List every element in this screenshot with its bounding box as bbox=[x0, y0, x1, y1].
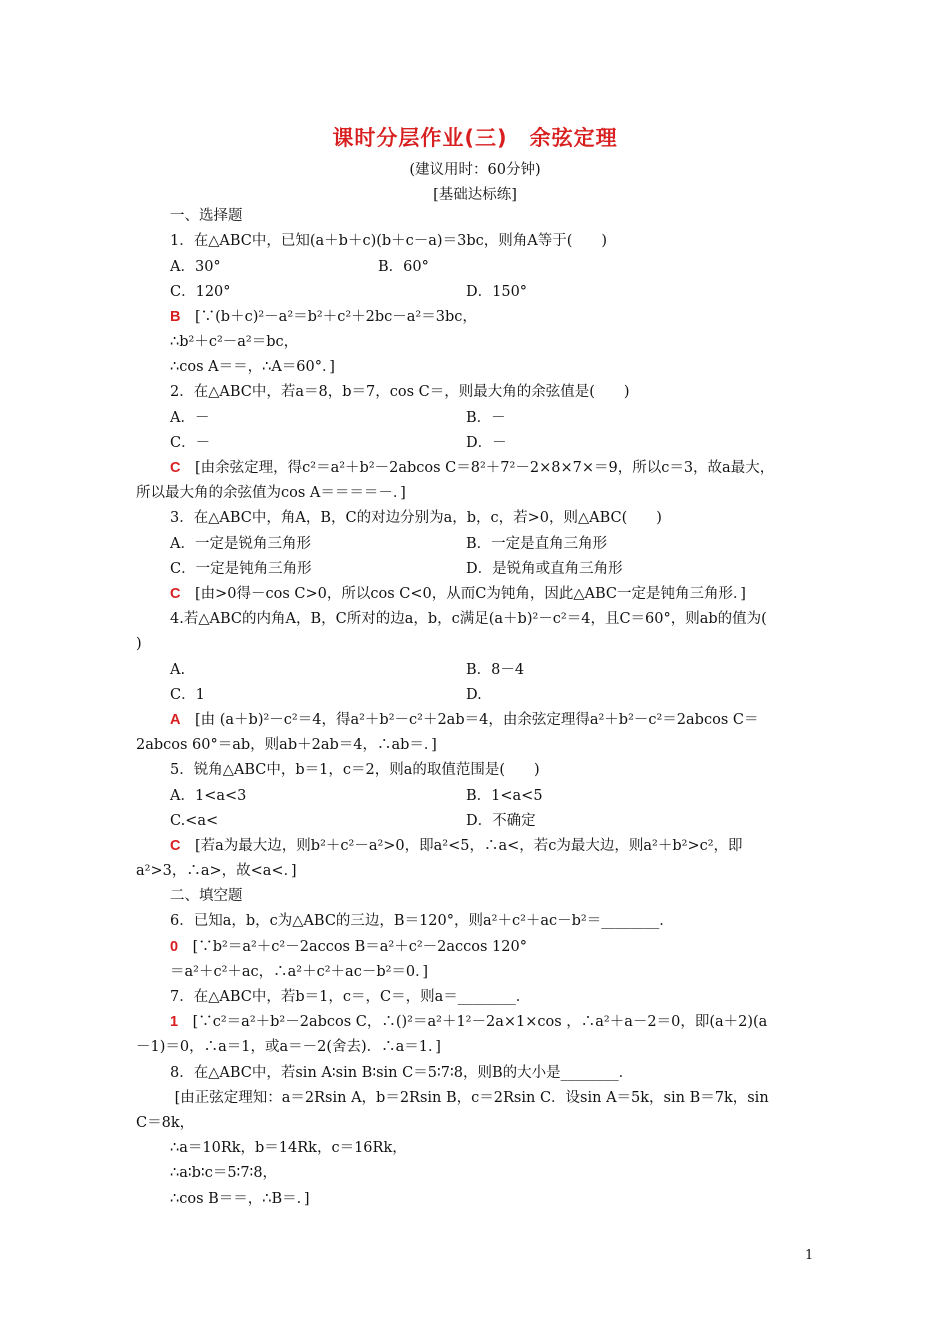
line-text: ∴a＝10Rk，b＝14Rk，c＝16Rk， bbox=[170, 1140, 407, 1156]
text-line bbox=[170, 537, 311, 552]
line-text: C．1 bbox=[170, 687, 205, 703]
section-tag: [基础达标练] bbox=[433, 187, 517, 203]
line-text: [由余弦定理，得c²＝a²＋b²－2abcos C＝8²＋7²－2×8×7×＝9，所以c＝3，故a最大， bbox=[194, 460, 775, 476]
line-text: [若a为最大边，则b²＋c²－a²>0，即a²<5，∴a<，若c为最大边，则a²＋b²>c²，即 bbox=[194, 838, 743, 854]
text-line bbox=[136, 637, 142, 652]
text-line bbox=[170, 1091, 769, 1106]
text-line bbox=[170, 562, 312, 577]
text-line bbox=[466, 688, 482, 703]
text-line bbox=[170, 839, 743, 854]
text-line bbox=[136, 486, 406, 501]
line-text: [由>0得－cos C>0，所以cos C<0，从而C为钝角，因此△ABC一定是钝角三角形．] bbox=[194, 586, 746, 602]
line-text: 8．在△ABC中，若sin A∶sin B∶sin C＝5∶7∶8，则B的大小是________． bbox=[170, 1065, 634, 1081]
line-text: 4.若△ABC的内角A，B，C所对的边a，b，c满足(a＋b)²－c²＝4，且C＝60°，则ab的值为( bbox=[170, 611, 767, 627]
line-text: B．60° bbox=[378, 259, 429, 275]
line-text: －1)＝0，∴a＝1，或a＝－2(舍去)．∴a＝1．] bbox=[136, 1039, 441, 1055]
line-text: [∵c²＝a²＋b²－2abcos C，∴()²＝a²＋1²－2a×1×cos ，∴a²＋a－2＝0，即(a＋2)(a bbox=[192, 1014, 768, 1030]
line-text: C．120° bbox=[170, 284, 231, 300]
page-subtitle: (建议用时：60分钟) bbox=[409, 162, 541, 178]
text-line bbox=[170, 234, 607, 249]
text-line bbox=[170, 965, 428, 980]
text-line bbox=[170, 461, 774, 476]
line-text: [由正弦定理知：a＝2Rsin A，b＝2Rsin B，c＝2Rsin C．设sin A＝5k，sin B＝7k，sin bbox=[170, 1090, 769, 1106]
line-text: D．－ bbox=[466, 435, 507, 451]
text-line bbox=[170, 310, 477, 325]
text-line bbox=[170, 360, 335, 375]
text-line bbox=[136, 738, 437, 753]
answer-letter: A bbox=[170, 712, 181, 728]
line-text: ∴cos A＝＝，∴A＝60°．] bbox=[170, 359, 335, 375]
text-line bbox=[170, 612, 767, 627]
answer-letter: B bbox=[170, 309, 181, 325]
answer-letter: C bbox=[170, 586, 181, 602]
line-text: ) bbox=[136, 636, 142, 652]
text-line bbox=[170, 587, 746, 602]
text-line bbox=[170, 713, 758, 728]
page-number: 1 bbox=[805, 1248, 814, 1263]
text-line bbox=[170, 1192, 310, 1207]
text-line bbox=[170, 914, 674, 929]
text-line bbox=[466, 411, 506, 426]
text-line bbox=[170, 814, 218, 829]
line-text: A．－ bbox=[170, 410, 210, 426]
line-text: C.<a< bbox=[170, 813, 219, 829]
text-line bbox=[170, 663, 185, 678]
line-text: A．30° bbox=[170, 259, 221, 275]
text-line bbox=[466, 814, 536, 829]
line-text: 5．锐角△ABC中，b＝1，c＝2，则a的取值范围是( ) bbox=[170, 762, 540, 778]
text-line bbox=[170, 789, 246, 804]
line-text: a²>3，∴a>，故<a<．] bbox=[136, 863, 297, 879]
text-line bbox=[170, 209, 243, 224]
answer-letter: 0 bbox=[170, 939, 179, 955]
text-line bbox=[136, 1116, 194, 1131]
line-text: ∴a∶b∶c＝5∶7∶8， bbox=[170, 1165, 278, 1181]
line-text: C＝8k， bbox=[136, 1115, 195, 1131]
line-text: [∵(b＋c)²－a²＝b²＋c²＋2bc－a²＝3bc， bbox=[194, 309, 477, 325]
page-title: 课时分层作业(三) 余弦定理 bbox=[332, 126, 618, 150]
text-line bbox=[378, 260, 429, 275]
line-text: 2abcos 60°＝ab，则ab＋2ab＝4，∴ab＝．] bbox=[136, 737, 437, 753]
text-line bbox=[170, 688, 205, 703]
text-line bbox=[170, 385, 630, 400]
line-text: ∴cos B＝＝，∴B＝．] bbox=[170, 1191, 310, 1207]
line-text: D．不确定 bbox=[466, 813, 536, 829]
line-text: C．一定是钝角三角形 bbox=[170, 561, 312, 577]
text-line bbox=[170, 511, 662, 526]
text-line bbox=[136, 864, 296, 879]
line-text: B．8－4 bbox=[466, 662, 525, 678]
line-text: D．150° bbox=[466, 284, 528, 300]
line-text: 1．在△ABC中，已知(a＋b＋c)(b＋c－a)＝3bc，则角A等于( ) bbox=[170, 233, 608, 249]
text-line bbox=[170, 436, 210, 451]
line-text: A．一定是锐角三角形 bbox=[170, 536, 311, 552]
text-line bbox=[170, 411, 209, 426]
line-text: A. bbox=[170, 662, 186, 678]
line-text: 一、选择题 bbox=[170, 208, 243, 224]
text-line bbox=[466, 663, 524, 678]
text-line bbox=[136, 1040, 441, 1055]
text-line bbox=[466, 436, 507, 451]
line-text: 所以最大角的余弦值为cos A＝＝＝＝－．] bbox=[136, 485, 406, 501]
text-line bbox=[170, 889, 243, 904]
line-text: [由 (a＋b)²－c²＝4，得a²＋b²－c²＋2ab＝4，由余弦定理得a²＋b²－c²＝2abcos C＝ bbox=[194, 712, 759, 728]
line-text: D．是锐角或直角三角形 bbox=[466, 561, 623, 577]
text-line bbox=[466, 285, 527, 300]
line-text: 2．在△ABC中，若a＝8，b＝7，cos C＝，则最大角的余弦值是( ) bbox=[170, 384, 630, 400]
text-line bbox=[466, 789, 543, 804]
text-line bbox=[170, 1141, 407, 1156]
line-text: 6．已知a，b，c为△ABC的三边，B＝120°，则a²＋c²＋ac－b²＝________． bbox=[170, 913, 674, 929]
line-text: [∵b²＝a²＋c²－2accos B＝a²＋c²－2accos 120° bbox=[192, 939, 527, 955]
line-text: C．－ bbox=[170, 435, 211, 451]
line-text: B．－ bbox=[466, 410, 506, 426]
text-line bbox=[466, 537, 607, 552]
text-line bbox=[466, 562, 623, 577]
answer-letter: C bbox=[170, 838, 181, 854]
line-text: 7．在△ABC中，若b＝1，c＝，C＝，则a＝________． bbox=[170, 989, 531, 1005]
line-text: 3．在△ABC中，角A，B，C的对边分别为a，b，c，若>0，则△ABC( ) bbox=[170, 510, 662, 526]
text-line bbox=[170, 990, 530, 1005]
line-text: D. bbox=[466, 687, 482, 703]
line-text: A．1<a<3 bbox=[170, 788, 247, 804]
line-text: ＝a²＋c²＋ac，∴a²＋c²＋ac－b²＝0．] bbox=[170, 964, 429, 980]
text-line bbox=[170, 1066, 633, 1081]
text-line bbox=[170, 763, 540, 778]
answer-letter: 1 bbox=[170, 1014, 179, 1030]
text-line bbox=[170, 285, 231, 300]
text-line bbox=[170, 335, 298, 350]
text-line bbox=[170, 1015, 767, 1030]
line-text: B．1<a<5 bbox=[466, 788, 543, 804]
line-text: 二、填空题 bbox=[170, 888, 243, 904]
text-line bbox=[170, 940, 527, 955]
answer-letter: C bbox=[170, 460, 181, 476]
line-text: ∴b²＋c²－a²＝bc， bbox=[170, 334, 299, 350]
text-line bbox=[170, 260, 221, 275]
text-line bbox=[170, 1166, 277, 1181]
line-text: B．一定是直角三角形 bbox=[466, 536, 608, 552]
